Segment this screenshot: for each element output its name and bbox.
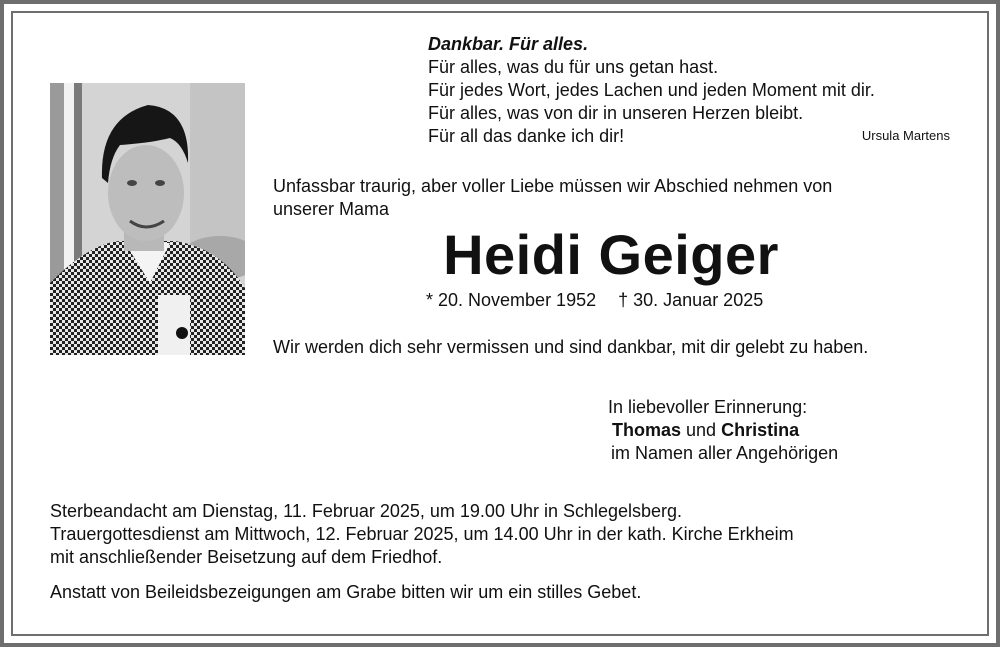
mourner-names [608,419,838,442]
mourner-name: Christina [721,420,800,440]
poem-line: Für all das danke ich dir! [428,126,625,146]
death-date: † 30. Januar 2025 [618,290,764,310]
poem-author: Ursula Martens [861,128,950,143]
portrait-illustration [50,83,245,355]
service-info [50,500,794,569]
closing-request: Anstatt von Beileidsbezeigungen am Grabe bitten wir um ein stilles Gebet. [50,582,642,602]
deceased-name: Heidi Geiger [443,223,779,286]
mourner-connector: und [686,420,717,440]
relatives-line: im Namen aller Angehörigen [611,443,839,463]
poem-line: Für jedes Wort, jedes Lachen und jeden Moment mit dir. [428,80,875,100]
intro-text [273,175,949,221]
service-line: Sterbeandacht am Dienstag, 11. Februar 2025, um 19.00 Uhr in Schlegelsberg. [50,501,683,521]
intro-line: Unfassbar traurig, aber voller Liebe müssen wir Abschied nehmen von [273,176,833,196]
poem-line: Für alles, was du für uns getan hast. [428,57,719,77]
poem [428,33,875,148]
poem-line: Für alles, was von dir in unseren Herzen bleibt. [428,103,804,123]
mourners-block [608,396,838,465]
service-line: Trauergottesdienst am Mittwoch, 12. Februar 2025, um 14.00 Uhr in der kath. Kirche Erkheim [50,524,794,544]
farewell-text: Wir werden dich sehr vermissen und sind dankbar, mit dir gelebt zu haben. [273,337,869,357]
service-line: mit anschließender Beisetzung auf dem Friedhof. [50,547,443,567]
memory-heading: In liebevoller Erinnerung: [608,397,808,417]
poem-heading: Dankbar. Für alles. [428,34,589,54]
intro-line: unserer Mama [273,199,390,219]
mourner-name: Thomas [612,420,682,440]
birth-date: * 20. November 1952 [426,290,597,310]
life-dates [426,290,763,311]
portrait-photo [50,83,245,355]
